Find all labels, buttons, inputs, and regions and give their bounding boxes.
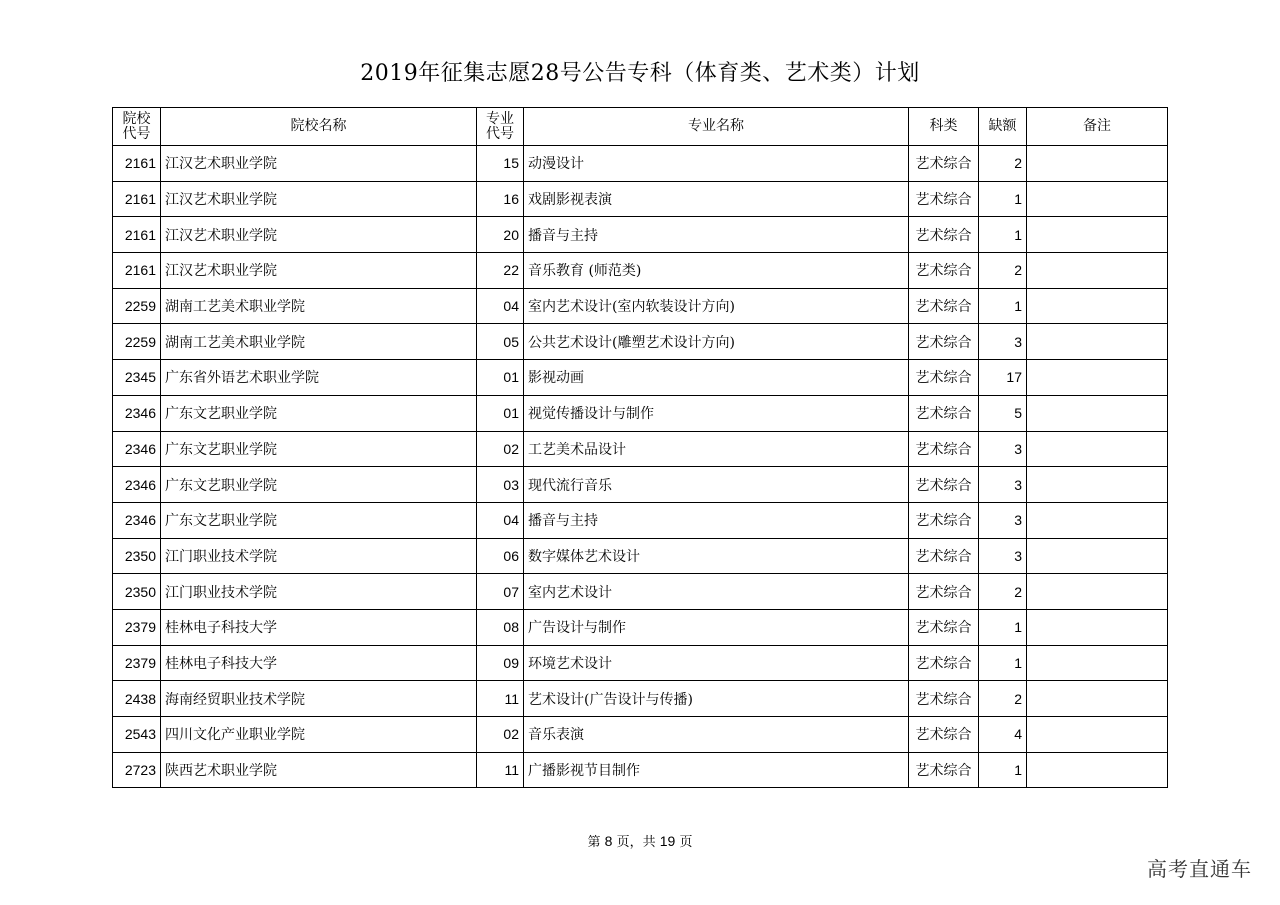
header-vacancy: 缺额 (979, 108, 1027, 146)
cell-vacancy: 17 (979, 360, 1027, 396)
cell-vacancy: 5 (979, 395, 1027, 431)
table-row (113, 146, 1168, 182)
cell-major-code: 04 (477, 288, 524, 324)
cell-school-code: 2161 (113, 253, 161, 289)
cell-school-name: 陕西艺术职业学院 (161, 752, 477, 788)
cell-major-name: 室内艺术设计 (524, 574, 909, 610)
cell-major-name: 音乐教育 (师范类) (524, 253, 909, 289)
cell-vacancy: 2 (979, 146, 1027, 182)
cell-remark (1027, 181, 1168, 217)
cell-school-name: 四川文化产业职业学院 (161, 717, 477, 753)
page-title: 2019年征集志愿28号公告专科（体育类、艺术类）计划 (360, 61, 920, 86)
cell-school-code: 2161 (113, 217, 161, 253)
cell-school-name: 广东文艺职业学院 (161, 395, 477, 431)
cell-category: 艺术综合 (909, 574, 979, 610)
cell-major-name: 广告设计与制作 (524, 609, 909, 645)
cell-remark (1027, 502, 1168, 538)
cell-major-code: 11 (477, 681, 524, 717)
table-row (113, 467, 1168, 503)
cell-remark (1027, 217, 1168, 253)
cell-school-name: 江汉艺术职业学院 (161, 146, 477, 182)
footer-current-page: 8 (604, 833, 613, 849)
cell-category: 艺术综合 (909, 324, 979, 360)
footer-middle: 页，共 (616, 835, 656, 850)
cell-major-name: 环境艺术设计 (524, 645, 909, 681)
cell-major-code: 02 (477, 717, 524, 753)
cell-remark (1027, 395, 1168, 431)
cell-school-code: 2346 (113, 502, 161, 538)
cell-school-code: 2345 (113, 360, 161, 396)
cell-school-code: 2346 (113, 395, 161, 431)
cell-school-name: 江汉艺术职业学院 (161, 217, 477, 253)
cell-major-code: 02 (477, 431, 524, 467)
cell-vacancy: 1 (979, 645, 1027, 681)
cell-major-name: 视觉传播设计与制作 (524, 395, 909, 431)
table-row (113, 253, 1168, 289)
cell-remark (1027, 288, 1168, 324)
cell-major-code: 04 (477, 502, 524, 538)
cell-major-code: 16 (477, 181, 524, 217)
cell-school-name: 桂林电子科技大学 (161, 645, 477, 681)
cell-vacancy: 1 (979, 609, 1027, 645)
cell-school-code: 2723 (113, 752, 161, 788)
cell-school-name: 湖南工艺美术职业学院 (161, 288, 477, 324)
cell-vacancy: 2 (979, 253, 1027, 289)
watermark: 高考直通车 (1147, 857, 1252, 881)
cell-vacancy: 1 (979, 181, 1027, 217)
cell-remark (1027, 752, 1168, 788)
cell-major-name: 影视动画 (524, 360, 909, 396)
cell-remark (1027, 574, 1168, 610)
cell-school-code: 2438 (113, 681, 161, 717)
cell-school-name: 广东文艺职业学院 (161, 502, 477, 538)
cell-school-code: 2161 (113, 181, 161, 217)
cell-major-name: 戏剧影视表演 (524, 181, 909, 217)
cell-school-code: 2379 (113, 645, 161, 681)
table-row (113, 609, 1168, 645)
cell-major-name: 艺术设计(广告设计与传播) (524, 681, 909, 717)
cell-category: 艺术综合 (909, 146, 979, 182)
cell-remark (1027, 717, 1168, 753)
cell-major-code: 11 (477, 752, 524, 788)
cell-remark (1027, 538, 1168, 574)
table-row (113, 502, 1168, 538)
cell-major-name: 音乐表演 (524, 717, 909, 753)
cell-school-name: 桂林电子科技大学 (161, 609, 477, 645)
table-row (113, 752, 1168, 788)
cell-major-code: 06 (477, 538, 524, 574)
header-major-name: 专业名称 (524, 108, 909, 146)
cell-major-code: 01 (477, 360, 524, 396)
cell-major-code: 08 (477, 609, 524, 645)
cell-vacancy: 3 (979, 467, 1027, 503)
cell-remark (1027, 431, 1168, 467)
cell-major-name: 公共艺术设计(雕塑艺术设计方向) (524, 324, 909, 360)
cell-school-code: 2350 (113, 538, 161, 574)
cell-vacancy: 2 (979, 574, 1027, 610)
cell-major-name: 工艺美术品设计 (524, 431, 909, 467)
table-row (113, 538, 1168, 574)
cell-remark (1027, 360, 1168, 396)
cell-school-code: 2259 (113, 324, 161, 360)
cell-major-code: 03 (477, 467, 524, 503)
cell-category: 艺术综合 (909, 645, 979, 681)
cell-major-code: 15 (477, 146, 524, 182)
cell-school-code: 2346 (113, 431, 161, 467)
table-row (113, 681, 1168, 717)
cell-category: 艺术综合 (909, 502, 979, 538)
cell-vacancy: 3 (979, 538, 1027, 574)
cell-major-code: 07 (477, 574, 524, 610)
table-row (113, 717, 1168, 753)
table-row (113, 360, 1168, 396)
header-category: 科类 (909, 108, 979, 146)
cell-major-code: 05 (477, 324, 524, 360)
cell-category: 艺术综合 (909, 467, 979, 503)
cell-school-name: 广东文艺职业学院 (161, 467, 477, 503)
footer-prefix: 第 (587, 835, 601, 850)
cell-school-code: 2346 (113, 467, 161, 503)
cell-category: 艺术综合 (909, 395, 979, 431)
cell-major-code: 09 (477, 645, 524, 681)
header-remark: 备注 (1027, 108, 1168, 146)
cell-school-code: 2350 (113, 574, 161, 610)
cell-remark (1027, 467, 1168, 503)
cell-school-name: 江门职业技术学院 (161, 538, 477, 574)
cell-remark (1027, 146, 1168, 182)
cell-category: 艺术综合 (909, 288, 979, 324)
cell-school-name: 江门职业技术学院 (161, 574, 477, 610)
cell-category: 艺术综合 (909, 360, 979, 396)
admission-plan-table (112, 107, 1168, 788)
cell-school-name: 江汉艺术职业学院 (161, 253, 477, 289)
cell-major-code: 22 (477, 253, 524, 289)
cell-school-name: 湖南工艺美术职业学院 (161, 324, 477, 360)
cell-remark (1027, 253, 1168, 289)
cell-category: 艺术综合 (909, 681, 979, 717)
table-row (113, 574, 1168, 610)
cell-major-code: 20 (477, 217, 524, 253)
cell-major-name: 数字媒体艺术设计 (524, 538, 909, 574)
cell-school-code: 2543 (113, 717, 161, 753)
cell-remark (1027, 609, 1168, 645)
header-school-name: 院校名称 (161, 108, 477, 146)
cell-vacancy: 1 (979, 288, 1027, 324)
header-school-code: 院校代号 (113, 108, 161, 146)
cell-vacancy: 4 (979, 717, 1027, 753)
table-row (113, 431, 1168, 467)
cell-major-name: 广播影视节目制作 (524, 752, 909, 788)
cell-major-name: 现代流行音乐 (524, 467, 909, 503)
cell-major-code: 01 (477, 395, 524, 431)
cell-category: 艺术综合 (909, 717, 979, 753)
cell-school-code: 2379 (113, 609, 161, 645)
table-row (113, 181, 1168, 217)
cell-school-name: 江汉艺术职业学院 (161, 181, 477, 217)
header-major-code: 专业代号 (477, 108, 524, 146)
cell-category: 艺术综合 (909, 431, 979, 467)
cell-major-name: 播音与主持 (524, 502, 909, 538)
cell-remark (1027, 681, 1168, 717)
cell-remark (1027, 645, 1168, 681)
cell-vacancy: 3 (979, 324, 1027, 360)
table-row (113, 288, 1168, 324)
cell-vacancy: 1 (979, 752, 1027, 788)
cell-major-name: 室内艺术设计(室内软装设计方向) (524, 288, 909, 324)
cell-category: 艺术综合 (909, 538, 979, 574)
footer-suffix: 页 (679, 835, 693, 850)
cell-vacancy: 3 (979, 502, 1027, 538)
cell-category: 艺术综合 (909, 181, 979, 217)
table-row (113, 324, 1168, 360)
cell-category: 艺术综合 (909, 609, 979, 645)
cell-major-name: 动漫设计 (524, 146, 909, 182)
footer-total-pages: 19 (659, 833, 676, 849)
cell-school-name: 海南经贸职业技术学院 (161, 681, 477, 717)
table-row (113, 645, 1168, 681)
page-footer (0, 831, 1280, 850)
cell-category: 艺术综合 (909, 217, 979, 253)
cell-school-name: 广东省外语艺术职业学院 (161, 360, 477, 396)
table-row (113, 395, 1168, 431)
cell-school-code: 2259 (113, 288, 161, 324)
table-header-row (113, 108, 1168, 146)
cell-category: 艺术综合 (909, 253, 979, 289)
cell-vacancy: 3 (979, 431, 1027, 467)
cell-major-name: 播音与主持 (524, 217, 909, 253)
cell-category: 艺术综合 (909, 752, 979, 788)
cell-vacancy: 1 (979, 217, 1027, 253)
cell-remark (1027, 324, 1168, 360)
cell-school-name: 广东文艺职业学院 (161, 431, 477, 467)
table-body (113, 146, 1168, 788)
cell-school-code: 2161 (113, 146, 161, 182)
cell-vacancy: 2 (979, 681, 1027, 717)
table-row (113, 217, 1168, 253)
